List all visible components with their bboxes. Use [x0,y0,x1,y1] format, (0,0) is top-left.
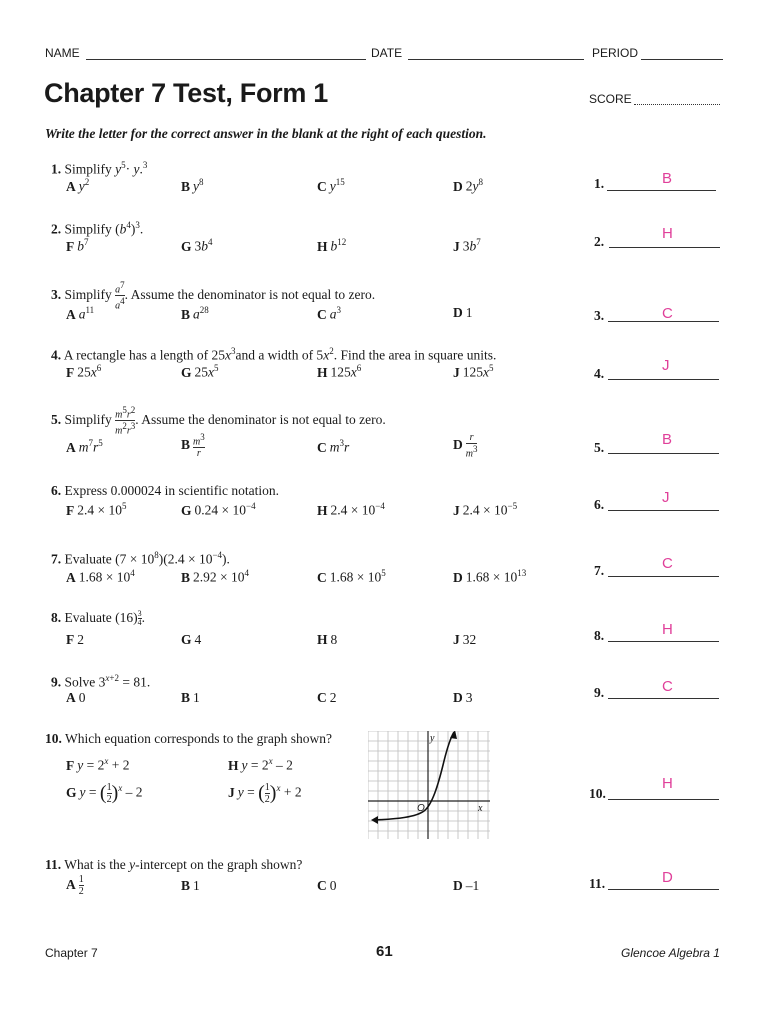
option-3d[interactable]: D 1 [453,305,473,320]
option-4f[interactable]: F $25x^6$ [66,363,102,380]
name-field[interactable] [86,59,366,60]
answer-3: C [662,305,673,322]
answer-label-4: 4. [594,366,605,381]
answer-blank-9[interactable] [608,698,719,699]
option-9a[interactable]: A 0 [66,690,86,705]
period-field[interactable] [641,59,723,60]
question-5: 5. Simplify $\frac{m^5r^2}{m^2r^3}$ . Assume the denominator is not equal to zero. [51,405,386,437]
option-9b[interactable]: B 1 [181,690,200,705]
date-label: DATE [371,46,403,60]
answer-blank-7[interactable] [608,576,719,577]
question-6: 6. Express 0.000024 in scientific notation. [51,483,279,498]
x-axis-label: x [478,803,483,814]
option-1b[interactable]: B $y^8$ [181,177,204,194]
option-5c[interactable]: C $m^3r$ [317,438,350,455]
answer-blank-6[interactable] [608,510,719,511]
option-8h[interactable]: H 8 [317,632,338,647]
question-7: 7. Evaluate $(7 \times 10^8)(2.4 \times 10^{-4})$. [51,550,230,567]
option-10g[interactable]: G y = ( $\frac{1}{2}$ )$^x$ – 2 [66,782,143,805]
name-label: NAME [45,46,80,60]
answer-10: H [662,775,673,792]
option-4h[interactable]: H $125x^6$ [317,363,362,380]
footer-chapter: Chapter 7 [45,946,98,960]
period-label: PERIOD [592,46,639,60]
footer-book: Glencoe Algebra 1 [621,946,720,960]
option-7d[interactable]: D $1.68 \times 10^{13}$ [453,568,527,585]
answer-9: C [662,678,673,695]
option-6h[interactable]: H $2.4 \times 10^{-4}$ [317,501,385,518]
answer-label-2: 2. [594,234,605,249]
option-1d[interactable]: D $2y^8$ [453,177,483,194]
option-10j[interactable]: J y = ( $\frac{1}{2}$ )$^x$ + 2 [228,782,302,805]
answer-7: C [662,555,673,572]
answer-blank-8[interactable] [608,641,719,642]
instructions: Write the letter for the correct answer in the blank at the right of each question. [45,126,487,141]
option-2g[interactable]: G $3b^4$ [181,237,213,254]
option-5d[interactable]: D $\frac{r}{m^3}$ [453,432,478,460]
option-8g[interactable]: G 4 [181,632,202,647]
question-1: 1. Simplify $y^5\cdot y.^3$ [51,160,148,177]
option-5a[interactable]: A $m^7r^5$ [66,438,103,455]
option-11b[interactable]: B 1 [181,878,200,893]
answer-label-8: 8. [594,628,605,643]
answer-blank-1[interactable] [607,190,716,191]
option-4g[interactable]: G $25x^5$ [181,363,219,380]
answer-label-9: 9. [594,685,605,700]
answer-1: B [662,170,673,187]
question-11: 11. What is the y-intercept on the graph shown? [45,857,303,872]
option-9d[interactable]: D 3 [453,690,473,705]
answer-label-5: 5. [594,440,605,455]
option-4j[interactable]: J $125x^5$ [453,363,494,380]
answer-blank-5[interactable] [608,453,719,454]
option-8f[interactable]: F 2 [66,632,84,647]
answer-8: H [662,621,673,638]
question-2: 2. Simplify $(b^4)^3$. [51,220,144,237]
page-number: 61 [376,943,393,960]
score-label: SCORE [589,92,632,106]
option-3a[interactable]: A $a^{11}$ [66,305,95,322]
answer-label-6: 6. [594,497,605,512]
question-4: 4. A rectangle has a length of $25x^3and$ a width of $5x^2$. Find the area in square units. [51,346,497,363]
y-axis-label: y [430,733,435,744]
date-field[interactable] [408,59,584,60]
answer-blank-10[interactable] [608,799,719,800]
option-2f[interactable]: F $b^7$ [66,237,89,254]
answer-5: B [662,431,673,448]
answer-2: H [662,225,673,242]
answer-blank-2[interactable] [609,247,720,248]
option-11c[interactable]: C 0 [317,878,337,893]
option-2h[interactable]: H $b^{12}$ [317,237,347,254]
option-1c[interactable]: C $y^{15}$ [317,177,345,194]
option-7a[interactable]: A $1.68 \times 10^4$ [66,568,135,585]
answer-4: J [662,357,670,374]
option-10h[interactable]: H $y = 2^x - 2$ [228,756,293,773]
question-3: 3. Simplify $\frac{a^7}{a^4}$ . Assume the denominator is not equal to zero. [51,280,376,312]
option-9c[interactable]: C 2 [317,690,337,705]
question-9: 9. Solve $3^{x+2} = 81$. [51,673,151,690]
answer-label-7: 7. [594,563,605,578]
exponential-curve [374,732,454,820]
option-11d[interactable]: D –1 [453,878,480,893]
option-2j[interactable]: J $3b^7$ [453,237,481,254]
answer-blank-4[interactable] [608,379,719,380]
answer-11: D [662,869,673,886]
option-7b[interactable]: B $2.92 \times 10^4$ [181,568,250,585]
answer-blank-11[interactable] [608,889,719,890]
score-field[interactable] [634,104,720,105]
option-5b[interactable]: B $\frac{m^3}{r}$ [181,432,205,460]
answer-label-1: 1. [594,176,605,191]
option-6j[interactable]: J $2.4 \times 10^{-5}$ [453,501,518,518]
option-10f[interactable]: F $y = 2^x + 2$ [66,756,130,773]
answer-label-3: 3. [594,308,605,323]
option-11a[interactable]: A $\frac{1}{2}$ [66,874,84,897]
option-6g[interactable]: G $0.24 \times 10^{-4}$ [181,501,256,518]
option-7c[interactable]: C $1.68 \times 10^5$ [317,568,386,585]
page-title: Chapter 7 Test, Form 1 [44,78,328,108]
option-6f[interactable]: F $2.4 \times 10^5$ [66,501,127,518]
answer-label-10: 10. [589,786,606,801]
option-8j[interactable]: J 32 [453,632,477,647]
question-8: 8. Evaluate (16) $\frac{3}{4}$ . [51,609,145,627]
option-3c[interactable]: C $a^3$ [317,305,341,322]
option-1a[interactable]: A $y^2$ [66,177,90,194]
exponential-graph [368,731,490,839]
option-3b[interactable]: B $a^{28}$ [181,305,209,322]
answer-label-11: 11. [589,876,606,891]
origin-label: O [417,803,425,814]
answer-6: J [662,489,670,506]
curve-arrow-left [371,816,378,824]
question-10: 10. Which equation corresponds to the graph shown? [45,731,332,746]
